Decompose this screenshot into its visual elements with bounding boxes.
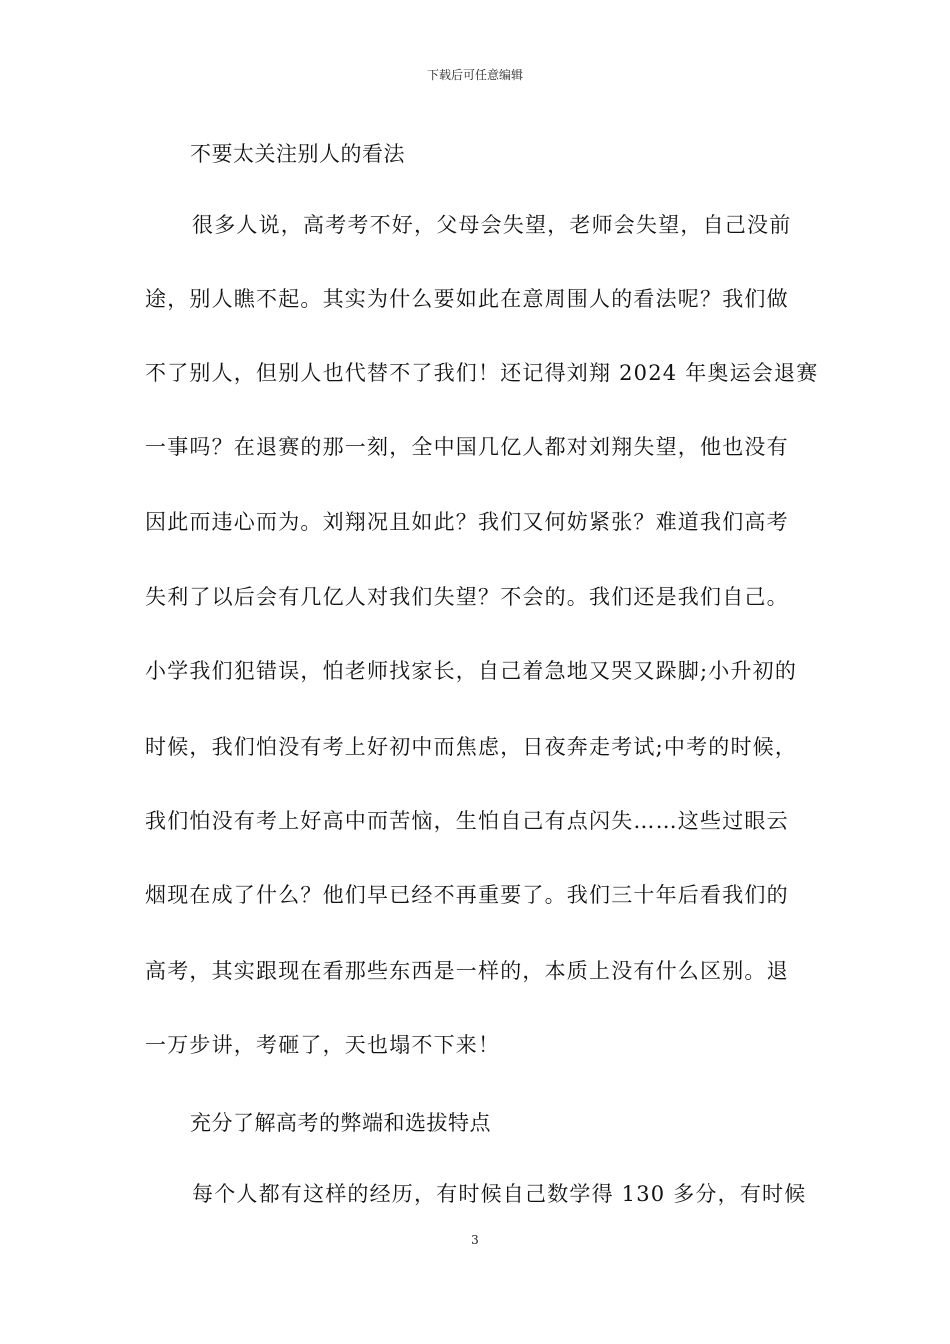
header-note: 下载后可任意编辑 [426, 68, 523, 82]
paragraph-line: 小学我们犯错误，怕老师找家长，自己着急地又哭又跺脚;小升初的 [145, 659, 798, 683]
paragraph-line: 途，别人瞧不起。其实为什么要如此在意周围人的看法呢？我们做 [145, 287, 789, 311]
section-heading: 充分了解高考的弊端和选拔特点 [190, 1111, 491, 1135]
paragraph-line: 每个人都有这样的经历，有时候自己数学得 130 多分，有时候 [192, 1182, 807, 1206]
paragraph-line: 烟现在成了什么？他们早已经不再重要了。我们三十年后看我们的 [145, 883, 789, 907]
paragraph-line: 一事吗？在退赛的那一刻，全中国几亿人都对刘翔失望，他也没有 [145, 435, 789, 459]
paragraph-line: 失利了以后会有几亿人对我们失望？不会的。我们还是我们自己。 [145, 585, 789, 609]
paragraph-line: 高考，其实跟现在看那些东西是一样的，本质上没有什么区别。退 [145, 959, 789, 983]
paragraph-line: 不了别人，但别人也代替不了我们！还记得刘翔 2024 年奥运会退赛 [145, 361, 819, 385]
paragraph-line: 很多人说，高考考不好，父母会失望，老师会失望，自己没前 [192, 213, 792, 237]
paragraph-line: 时候，我们怕没有考上好初中而焦虑，日夜奔走考试;中考的时候， [145, 735, 798, 759]
paragraph-line: 我们怕没有考上好高中而苦恼，生怕自己有点闪失……这些过眼云 [145, 809, 789, 833]
section-heading: 不要太关注别人的看法 [190, 142, 405, 166]
page-number: 3 [471, 1233, 479, 1247]
paragraph-line: 一万步讲，考砸了，天也塌不下来！ [145, 1033, 501, 1057]
paragraph-line: 因此而违心而为。刘翔况且如此？我们又何妨紧张？难道我们高考 [145, 510, 789, 534]
